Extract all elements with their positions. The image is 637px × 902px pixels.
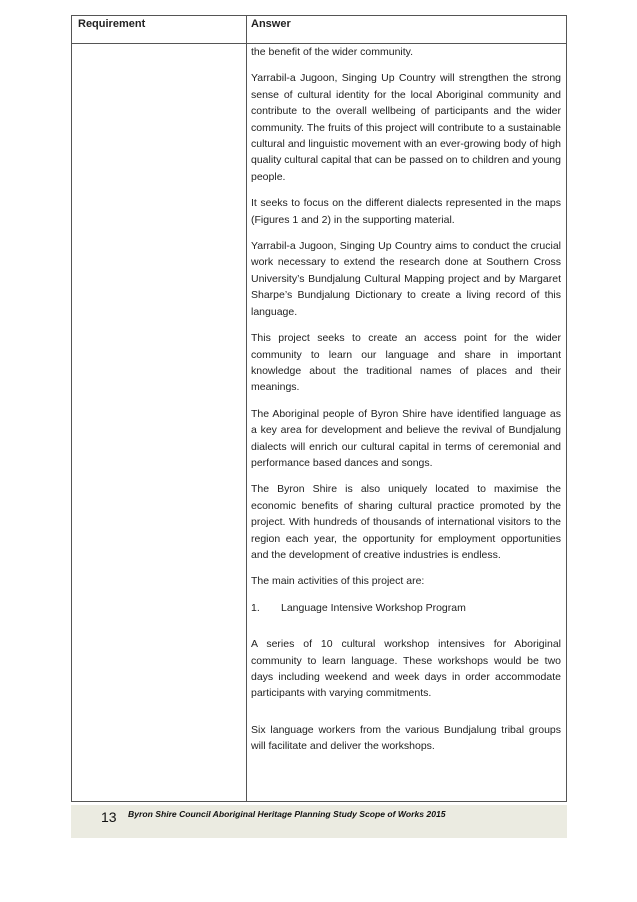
footer-title: Byron Shire Council Aboriginal Heritage Planning Study Scope of Works 2015 bbox=[128, 809, 446, 819]
answer-paragraph: Yarrabil-a Jugoon, Singing Up Country aims to conduct the crucial work necessary to extend the research done at Southern Cross University’s Bundjalung Cultural Mapping project and by Margaret Sharpe’s Bundjalung Dictionary to create a living record of this language. bbox=[251, 240, 561, 318]
table-header-row bbox=[72, 16, 566, 44]
list-item bbox=[251, 600, 561, 616]
answer-paragraph: Six language workers from the various Bundjalung tribal groups will facilitate and deliver the workshops. bbox=[251, 723, 561, 753]
requirements-table bbox=[71, 15, 567, 802]
answer-paragraph: A series of 10 cultural workshop intensives for Aboriginal community to learn language. These workshops would be two days including weekend and week days in order accommodate participants with varying commitments. bbox=[251, 638, 561, 700]
list-text: Language Intensive Workshop Program bbox=[281, 601, 466, 614]
answer-paragraph: It seeks to focus on the different dialects represented in the maps (Figures 1 and 2) in the supporting material. bbox=[251, 197, 561, 226]
header-answer: Answer bbox=[251, 18, 291, 30]
column-divider bbox=[246, 16, 247, 801]
header-requirement: Requirement bbox=[78, 18, 146, 30]
answer-paragraph: Yarrabil-a Jugoon, Singing Up Country will strengthen the strong sense of cultural identity for the local Aboriginal community and contribute to the overall wellbeing of participants and the wider community. The fruits of this project will contribute to a sustainable cultural and linguistic movement with an ever-growing body of high quality cultural capital that can be passed on to children and young people. bbox=[251, 72, 561, 183]
list-number: 1. bbox=[251, 601, 260, 614]
page-number: 13 bbox=[101, 809, 117, 825]
page-footer bbox=[71, 805, 567, 838]
answer-paragraph: the benefit of the wider community. bbox=[251, 46, 414, 58]
answer-cell bbox=[251, 43, 561, 765]
answer-paragraph: The main activities of this project are: bbox=[251, 575, 425, 588]
answer-paragraph: The Aboriginal people of Byron Shire have identified language as a key area for development and believe the revival of Bundjalung dialects will enrich our cultural capital in terms of ceremonial and performance based dances and songs. bbox=[251, 407, 561, 469]
answer-paragraph: The Byron Shire is also uniquely located to maximise the economic benefits of sharing cultural practice promoted by the project. With hundreds of thousands of international visitors to the region each year, the opportunity for employment opportunities and the development of creative industries is endless. bbox=[251, 483, 561, 561]
answer-paragraph: This project seeks to create an access point for the wider community to learn our language and share in important knowledge about the traditional names of places and their meanings. bbox=[251, 332, 561, 394]
